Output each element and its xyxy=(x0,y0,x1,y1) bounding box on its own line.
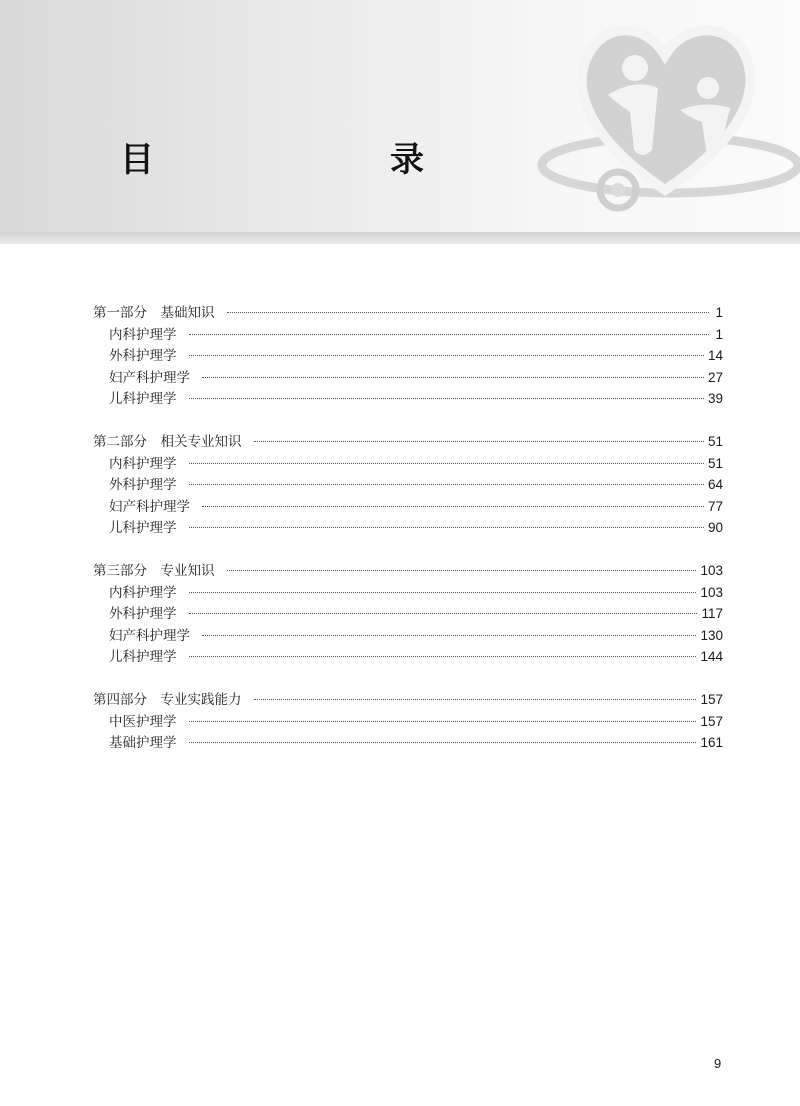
toc-chapter-entry-label: 外科护理学 xyxy=(109,477,177,493)
toc-chapter-entry-label: 儿科护理学 xyxy=(109,391,177,407)
toc-chapter-entry-label: 内科护理学 xyxy=(109,326,177,343)
dot-leader xyxy=(189,656,697,657)
page-header xyxy=(0,0,800,232)
toc-chapter-entry-page: 64 xyxy=(707,477,723,492)
page-title: 目 录 xyxy=(120,140,480,180)
toc-chapter-entry-label: 基础护理学 xyxy=(109,735,177,751)
toc-part-entry-page: 103 xyxy=(700,563,723,578)
toc-chapter-entry-page: 1 xyxy=(715,326,723,342)
toc-part-entry[interactable] xyxy=(93,302,723,324)
dot-leader xyxy=(202,506,704,507)
section-gap xyxy=(93,668,723,690)
toc-part-entry-label: 第二部分 相关专业知识 xyxy=(93,434,242,450)
section-gap xyxy=(93,539,723,561)
toc-chapter-entry-label: 儿科护理学 xyxy=(109,649,177,665)
toc-chapter-entry[interactable] xyxy=(93,496,723,518)
dot-leader xyxy=(189,484,704,485)
header-band xyxy=(0,232,800,244)
toc-chapter-entry[interactable] xyxy=(93,625,723,647)
toc-part-entry-label: 第一部分 基础知识 xyxy=(93,305,215,321)
toc-chapter-entry-label: 中医护理学 xyxy=(109,713,177,730)
dot-leader xyxy=(189,355,704,356)
toc-chapter-entry-label: 妇产科护理学 xyxy=(109,369,190,386)
toc-chapter-entry-page: 14 xyxy=(707,348,723,363)
toc-chapter-entry[interactable] xyxy=(93,646,723,668)
section-gap xyxy=(93,410,723,432)
dot-leader xyxy=(227,570,697,571)
toc-chapter-entry-page: 77 xyxy=(707,498,723,514)
toc-chapter-entry-page: 51 xyxy=(707,455,723,471)
toc-chapter-entry-page: 90 xyxy=(707,520,723,535)
toc-part-entry-label: 第三部分 专业知识 xyxy=(93,563,215,579)
toc-part-entry-label: 第四部分 专业实践能力 xyxy=(93,692,242,708)
toc-chapter-entry-label: 外科护理学 xyxy=(109,606,177,622)
dot-leader xyxy=(189,527,704,528)
page-number: 9 xyxy=(714,1056,722,1071)
toc-chapter-entry[interactable] xyxy=(93,388,723,410)
dot-leader xyxy=(189,334,710,335)
toc-part-entry-page: 157 xyxy=(700,692,723,707)
heart-stethoscope-family-logo-icon xyxy=(530,0,800,232)
toc-part-entry[interactable] xyxy=(93,431,723,453)
toc-part-entry-page: 51 xyxy=(707,434,723,449)
toc-chapter-entry[interactable] xyxy=(93,582,723,604)
toc-chapter-entry[interactable] xyxy=(93,603,723,625)
dot-leader xyxy=(189,463,704,464)
toc-chapter-entry-page: 157 xyxy=(700,713,723,729)
toc-chapter-entry-page: 130 xyxy=(700,627,723,643)
toc-chapter-entry-label: 内科护理学 xyxy=(109,455,177,472)
toc-chapter-entry[interactable] xyxy=(93,453,723,475)
toc-chapter-entry-page: 117 xyxy=(701,606,723,621)
toc-chapter-entry-page: 27 xyxy=(707,369,723,385)
toc-chapter-entry-page: 103 xyxy=(700,584,723,600)
dot-leader xyxy=(189,721,697,722)
toc-chapter-entry[interactable] xyxy=(93,517,723,539)
toc-chapter-entry[interactable] xyxy=(93,474,723,496)
toc-chapter-entry[interactable] xyxy=(93,324,723,346)
dot-leader xyxy=(254,441,704,442)
toc-chapter-entry[interactable] xyxy=(93,711,723,733)
dot-leader xyxy=(189,742,697,743)
toc-chapter-entry[interactable] xyxy=(93,732,723,754)
toc-part-entry[interactable] xyxy=(93,560,723,582)
toc-chapter-entry-label: 妇产科护理学 xyxy=(109,498,190,515)
toc-chapter-entry[interactable] xyxy=(93,345,723,367)
dot-leader xyxy=(189,613,698,614)
toc-chapter-entry-label: 外科护理学 xyxy=(109,348,177,364)
toc-chapter-entry-page: 39 xyxy=(707,391,723,406)
toc-chapter-entry-page: 144 xyxy=(700,649,723,664)
dot-leader xyxy=(202,377,704,378)
dot-leader xyxy=(254,699,697,700)
dot-leader xyxy=(189,592,697,593)
toc-chapter-entry[interactable] xyxy=(93,367,723,389)
dot-leader xyxy=(202,635,696,636)
toc-chapter-entry-label: 妇产科护理学 xyxy=(109,627,190,644)
toc-chapter-entry-label: 内科护理学 xyxy=(109,584,177,601)
table-of-contents xyxy=(93,302,723,754)
toc-chapter-entry-page: 161 xyxy=(700,735,723,750)
dot-leader xyxy=(189,398,704,399)
toc-part-entry-page: 1 xyxy=(715,305,723,320)
toc-part-entry[interactable] xyxy=(93,689,723,711)
dot-leader xyxy=(227,312,710,313)
toc-chapter-entry-label: 儿科护理学 xyxy=(109,520,177,536)
